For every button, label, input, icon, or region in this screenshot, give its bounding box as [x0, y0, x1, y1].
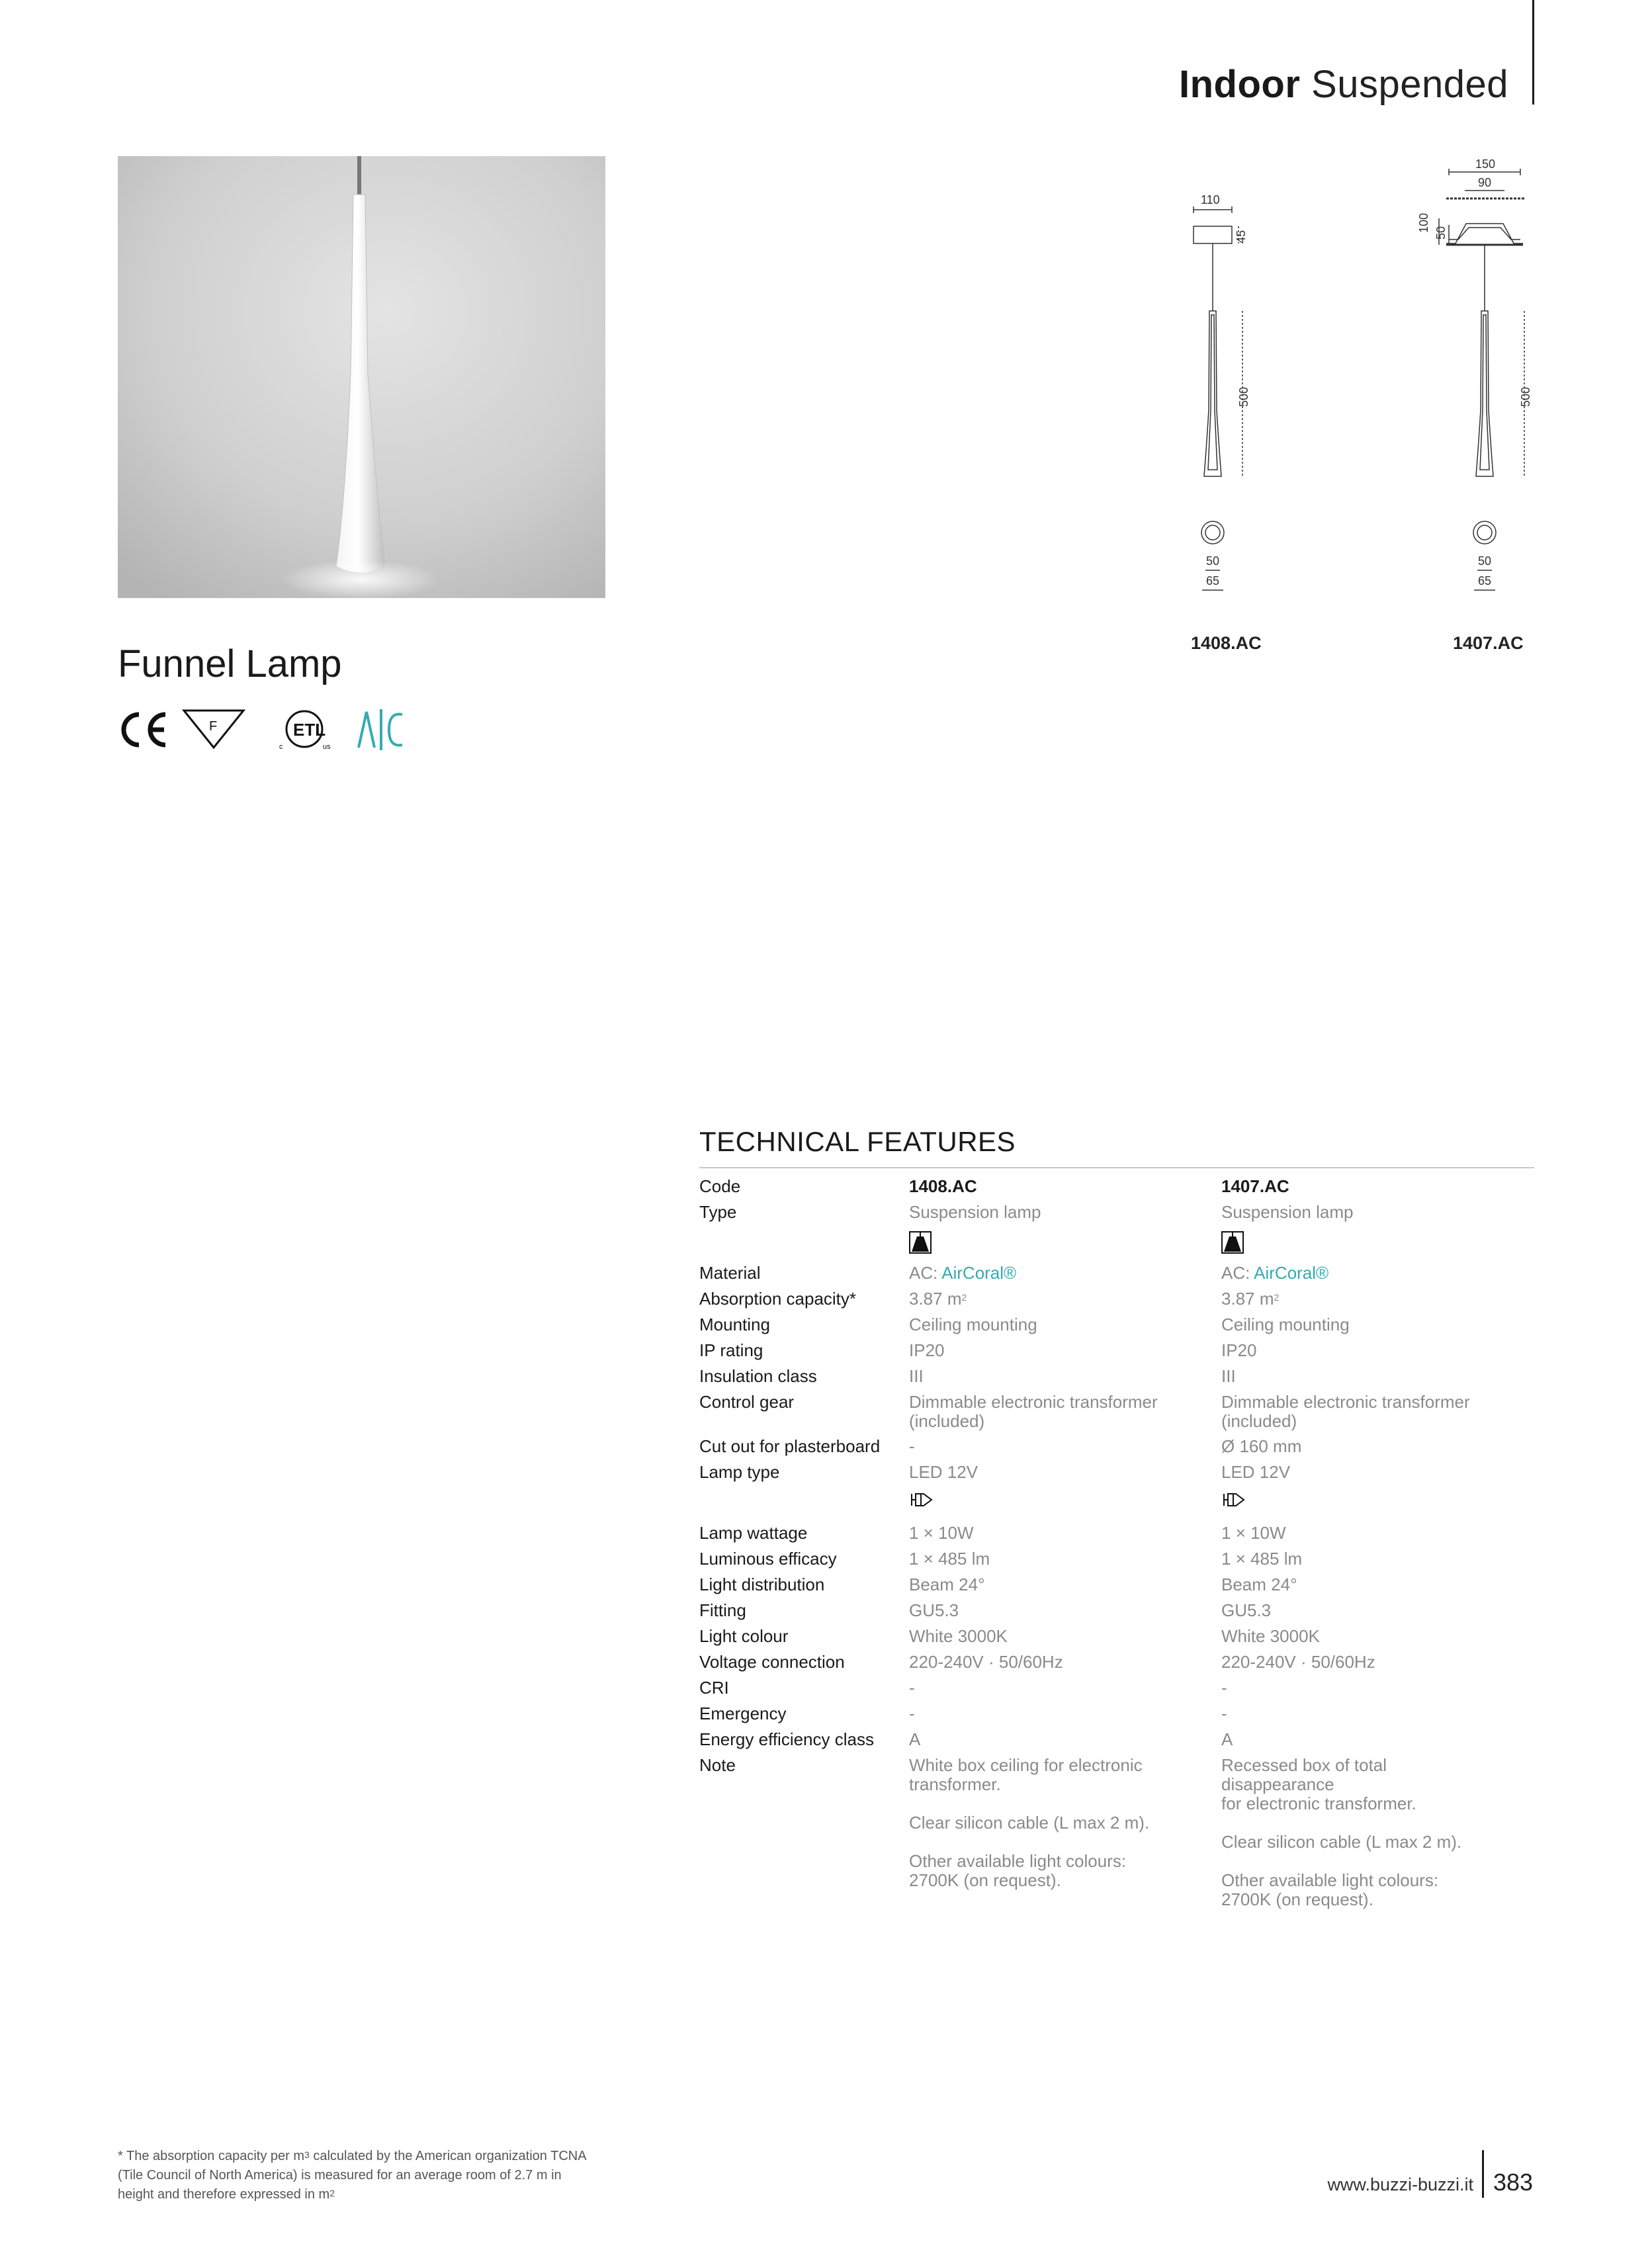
row-label: Note: [699, 1755, 736, 1775]
row-value-1407: 1 × 485 lm: [1221, 1549, 1303, 1569]
dim-recess-height: 50: [1434, 226, 1448, 239]
row-label: IP rating: [699, 1340, 763, 1360]
drawing-1408: [1171, 185, 1277, 609]
row-value-1407: Ø 160 mm: [1221, 1436, 1302, 1456]
row-value-1407: III: [1221, 1366, 1236, 1386]
row-value-1407: Beam 24°: [1221, 1575, 1297, 1594]
led-lamp-icon: [909, 1490, 935, 1510]
note-line: for electronic transformer.: [1221, 1794, 1416, 1813]
dim-inner-width: 90: [1478, 176, 1492, 189]
row-label: Code: [699, 1176, 741, 1196]
dim-outer-dia: 65: [1478, 574, 1492, 587]
row-value-1408: GU5.3: [909, 1600, 959, 1620]
dim-box-height: 100: [1417, 212, 1430, 233]
row-label: Lamp type: [699, 1462, 780, 1482]
f-mark-icon: [184, 711, 243, 748]
unit-exponent: 2: [329, 2188, 335, 2198]
footnote-line: (Tile Council of North America) is measured for an average room of 2.7 m in: [118, 2168, 562, 2183]
row-value-1408: 220-240V · 50/60Hz: [909, 1652, 1063, 1672]
product-name: Funnel Lamp: [118, 642, 342, 685]
drawing-code-1407: 1407.AC: [1453, 633, 1524, 653]
aircoral-brand: AirCoral®: [941, 1263, 1017, 1283]
row-value-1408: [909, 1393, 1187, 1431]
dim-body-height: 500: [1237, 386, 1250, 407]
row-value-1408: [909, 1289, 1187, 1309]
note-line: Clear silicon cable (L max 2 m).: [909, 1813, 1150, 1833]
row-value-1408: III: [909, 1366, 924, 1386]
absorption-value: 3.87 m: [1221, 1289, 1274, 1309]
footnote-line: calculated by the American organization TCNA: [309, 2149, 587, 2163]
dim-inner-dia: 50: [1206, 554, 1220, 568]
row-value-1408: IP20: [909, 1340, 945, 1360]
suspension-icon: [1221, 1231, 1244, 1254]
suspension-icon: [909, 1231, 932, 1254]
aircoral-logo-icon: [359, 709, 402, 750]
absorption-value: 3.87 m: [909, 1289, 962, 1309]
header-divider: [1532, 0, 1534, 105]
row-value-1407: [1221, 1756, 1499, 1909]
row-value-1408: -: [909, 1678, 915, 1698]
row-value-1407: LED 12V: [1221, 1462, 1291, 1482]
note-line: Clear silicon cable (L max 2 m).: [1221, 1832, 1462, 1852]
row-label: Luminous efficacy: [699, 1549, 837, 1569]
footnote-line: * The absorption capacity per m: [118, 2149, 305, 2163]
note-line: Other available light colours:: [909, 1851, 1127, 1871]
row-label: Type: [699, 1202, 737, 1222]
row-label: Mounting: [699, 1315, 770, 1334]
row-value-1407: 1407.AC: [1221, 1176, 1289, 1196]
row-value-1408: [909, 1756, 1187, 1890]
row-value-1407: -: [1221, 1704, 1227, 1723]
row-value-1408: 1 × 485 lm: [909, 1549, 990, 1569]
etl-listed-icon: [279, 711, 331, 751]
row-label: Lamp wattage: [699, 1523, 808, 1543]
row-value-1408: 1408.AC: [909, 1176, 977, 1196]
row-label: Voltage connection: [699, 1652, 845, 1672]
svg-text:F: F: [209, 719, 218, 734]
row-value-1407: Ceiling mounting: [1221, 1315, 1350, 1334]
row-label: Control gear: [699, 1392, 795, 1412]
section-title-bold: Indoor: [1178, 63, 1301, 106]
note-line: White box ceiling for electronic: [909, 1755, 1143, 1775]
page-number-divider: [1482, 2150, 1484, 2198]
note-line: transformer.: [909, 1774, 1001, 1794]
note-line: 2700K (on request).: [909, 1870, 1061, 1890]
row-value-1407: IP20: [1221, 1340, 1257, 1360]
dim-top-width: 110: [1201, 193, 1220, 206]
dim-top-height: 45: [1235, 230, 1248, 243]
row-value-1408: -: [909, 1436, 915, 1456]
aircoral-brand: AirCoral®: [1254, 1263, 1329, 1283]
row-label: Fitting: [699, 1600, 746, 1620]
material-prefix: AC:: [1221, 1263, 1254, 1283]
svg-text:ETL: ETL: [293, 720, 326, 740]
row-value-1408: LED 12V: [909, 1462, 978, 1482]
row-label: CRI: [699, 1678, 729, 1698]
row-value-1407: GU5.3: [1221, 1600, 1272, 1620]
certification-row: [118, 707, 409, 753]
row-label: Energy efficiency class: [699, 1729, 874, 1749]
row-value-1407: White 3000K: [1221, 1626, 1320, 1646]
row-value-1407: [1221, 1393, 1499, 1431]
row-value-1408: White 3000K: [909, 1626, 1008, 1646]
row-value-1408: 1 × 10W: [909, 1523, 974, 1543]
row-value-1407: 1 × 10W: [1221, 1523, 1286, 1543]
dim-outer-width: 150: [1475, 157, 1496, 171]
value-line: Dimmable electronic transformer: [909, 1392, 1158, 1412]
drawing-1407: [1409, 152, 1542, 609]
unit-exponent: 2: [1274, 1292, 1280, 1303]
row-value-1408: -: [909, 1704, 915, 1723]
note-line: Recessed box of total disappearance: [1221, 1755, 1387, 1794]
svg-text:c: c: [279, 743, 283, 751]
value-line: Dimmable electronic transformer: [1221, 1392, 1470, 1412]
tech-features-divider: [699, 1167, 1534, 1168]
row-value-1407: -: [1221, 1678, 1227, 1698]
section-title-light: Suspended: [1311, 63, 1508, 106]
value-line: (included): [909, 1411, 985, 1431]
row-value-1408: Ceiling mounting: [909, 1315, 1037, 1334]
row-value-1407: [1221, 1289, 1499, 1309]
footnote: [118, 2147, 594, 2204]
dim-outer-dia: 65: [1206, 574, 1220, 587]
row-value-1408: A: [909, 1729, 921, 1749]
led-lamp-icon: [1221, 1490, 1248, 1510]
row-label: Light distribution: [699, 1575, 825, 1594]
row-value-1408: Beam 24°: [909, 1575, 985, 1594]
row-label: Material: [699, 1263, 761, 1283]
website-link[interactable]: www.buzzi-buzzi.it: [1327, 2175, 1473, 2194]
row-value-1407: [1221, 1264, 1499, 1283]
footnote-line: height and therefore expressed in m: [118, 2187, 330, 2202]
value-line: (included): [1221, 1411, 1297, 1431]
dim-inner-dia: 50: [1478, 554, 1492, 568]
svg-text:us: us: [323, 743, 331, 751]
unit-exponent: 2: [961, 1292, 967, 1303]
row-value-1407: A: [1221, 1729, 1233, 1749]
drawing-code-1408: 1408.AC: [1191, 633, 1262, 653]
product-photo: [118, 156, 605, 598]
row-label: Emergency: [699, 1704, 787, 1723]
row-value-1408: Suspension lamp: [909, 1202, 1041, 1222]
row-label: Insulation class: [699, 1366, 817, 1386]
dim-body-height: 500: [1519, 386, 1532, 407]
unit-exponent: 3: [304, 2149, 310, 2160]
note-line: Other available light colours:: [1221, 1870, 1439, 1890]
note-line: 2700K (on request).: [1221, 1889, 1373, 1909]
row-label: Absorption capacity*: [699, 1289, 857, 1309]
row-value-1407: 220-240V · 50/60Hz: [1221, 1652, 1375, 1672]
row-value-1407: Suspension lamp: [1221, 1202, 1354, 1222]
tech-features-title: TECHNICAL FEATURES: [699, 1126, 1016, 1157]
page-number: 383: [1493, 2169, 1534, 2196]
material-prefix: AC:: [909, 1263, 942, 1283]
row-label: Light colour: [699, 1626, 789, 1646]
tech-row-note: [699, 1755, 1534, 1909]
ce-mark-icon: [124, 714, 165, 745]
row-value-1408: [909, 1264, 1187, 1283]
row-label: Cut out for plasterboard: [699, 1436, 881, 1456]
section-title: [1179, 62, 1508, 107]
